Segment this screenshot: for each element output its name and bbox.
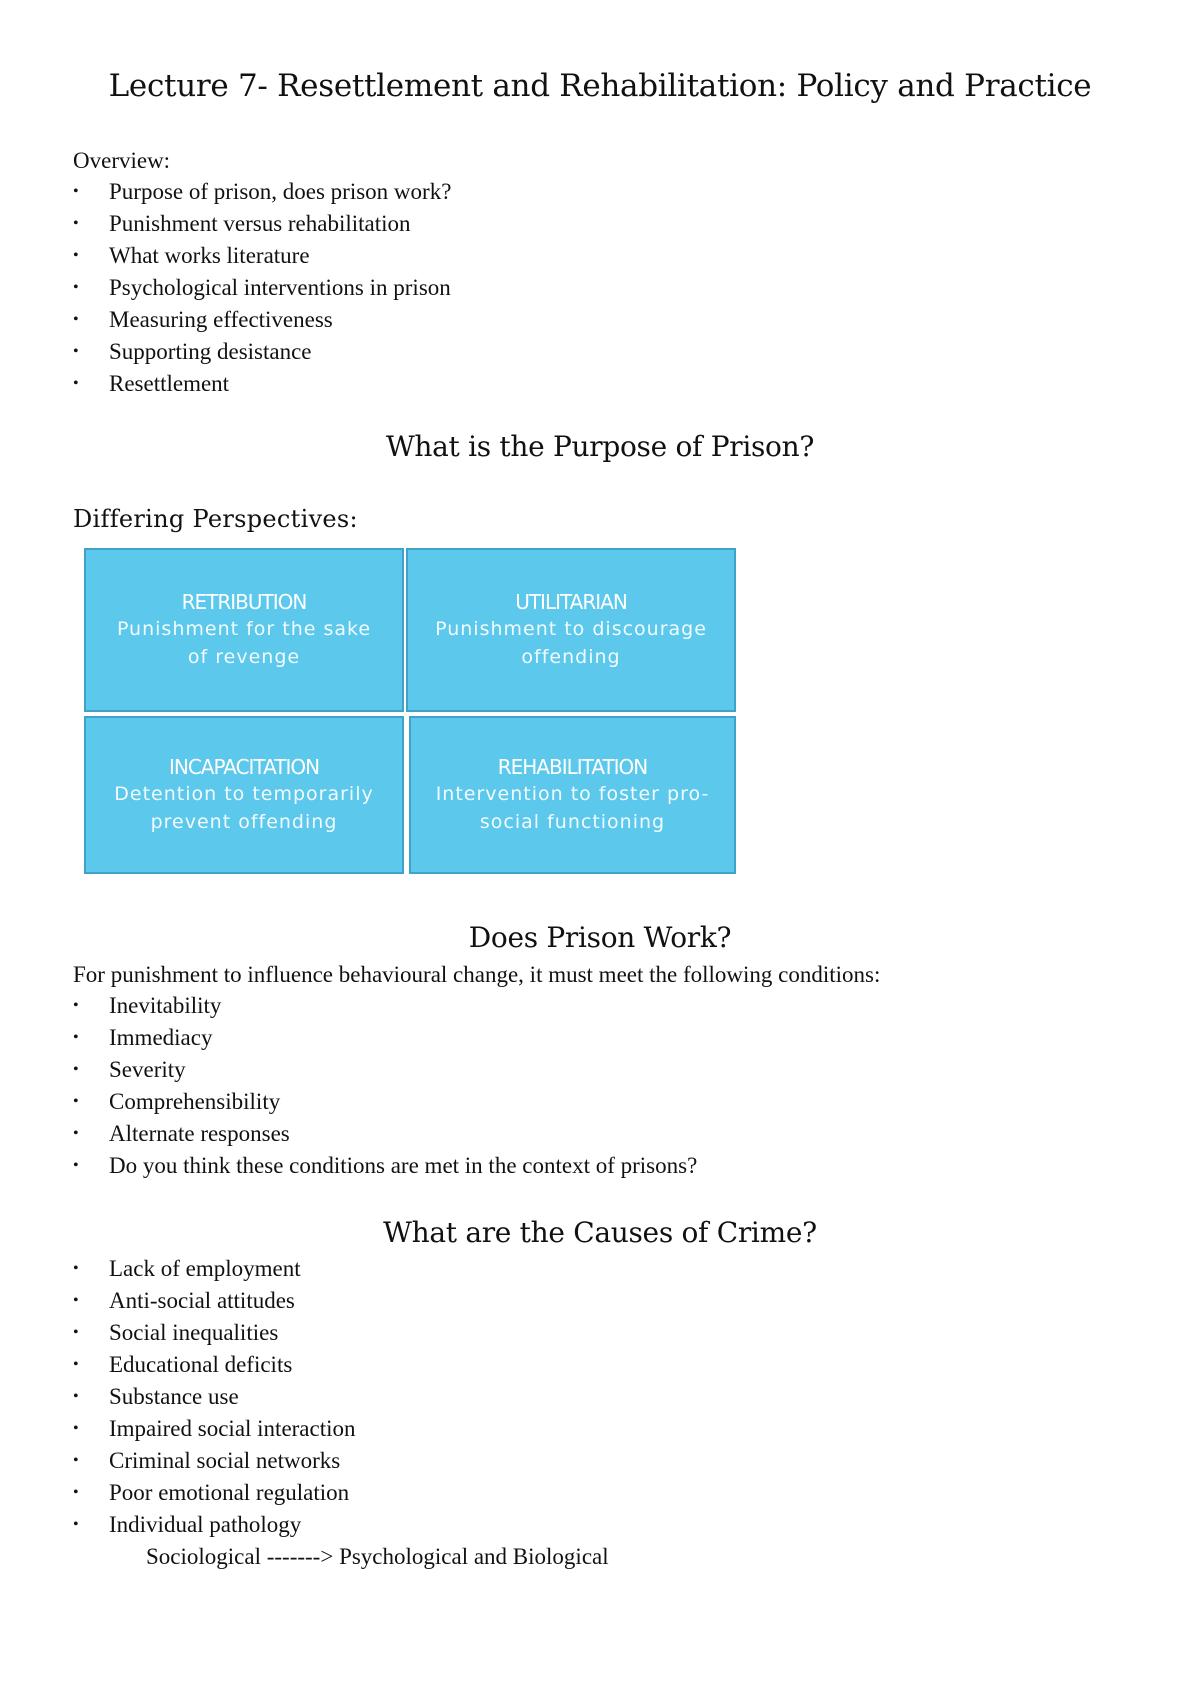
bullet-icon: • (73, 1420, 79, 1437)
bullet-icon: • (73, 183, 79, 200)
bullet-icon: • (73, 215, 79, 232)
box-title: INCAPACITATION (168, 755, 320, 779)
utilitarian-box (406, 548, 736, 712)
bullet-icon: • (73, 279, 79, 296)
list-item: • Anti-social attitudes (73, 1285, 356, 1317)
bullet-icon: • (73, 1516, 79, 1533)
box-description: Intervention to foster pro-social functioning (435, 783, 710, 833)
bullet-icon: • (73, 1292, 79, 1309)
causes-list (73, 1253, 356, 1541)
bullet-icon: • (73, 1260, 79, 1277)
list-item: • Inevitability (73, 990, 697, 1022)
conditions-list (73, 990, 697, 1182)
bullet-icon: • (73, 1157, 79, 1174)
list-item: • Resettlement (73, 368, 451, 400)
causes-continuum: Sociological -------> Psychological and Biological (146, 1544, 609, 1569)
overview-label: Overview: (73, 148, 171, 173)
rehabilitation-box (409, 716, 736, 874)
bullet-icon: • (73, 311, 79, 328)
bullet-icon: • (73, 1061, 79, 1078)
bullet-icon: • (73, 247, 79, 264)
list-item: • Comprehensibility (73, 1086, 697, 1118)
prison-work-intro: For punishment to influence behavioural change, it must meet the following conditions: (73, 962, 881, 987)
list-item: • Severity (73, 1054, 697, 1086)
box-title: UTILITARIAN (515, 590, 627, 614)
box-description: Punishment to discourage offending (435, 618, 707, 668)
list-item: • Impaired social interaction (73, 1413, 356, 1445)
bullet-icon: • (73, 1388, 79, 1405)
perspectives-grid (84, 548, 736, 874)
document-title: Lecture 7- Resettlement and Rehabilitation: Policy and Practice (108, 68, 1092, 104)
bullet-icon: • (73, 1029, 79, 1046)
list-item: • Substance use (73, 1381, 356, 1413)
box-title: REHABILITATION (497, 755, 648, 779)
retribution-box (84, 548, 404, 712)
bullet-icon: • (73, 375, 79, 392)
box-description: Detention to temporarily prevent offending (114, 783, 374, 833)
overview-list (73, 176, 451, 400)
list-item: • Do you think these conditions are met in the context of prisons? (73, 1150, 697, 1182)
list-item: • Alternate responses (73, 1118, 697, 1150)
bullet-icon: • (73, 1452, 79, 1469)
list-item: • Supporting desistance (73, 336, 451, 368)
list-item: • Educational deficits (73, 1349, 356, 1381)
bullet-icon: • (73, 1093, 79, 1110)
list-item: • Criminal social networks (73, 1445, 356, 1477)
causes-heading: What are the Causes of Crime? (383, 1216, 817, 1249)
list-item: • Punishment versus rehabilitation (73, 208, 451, 240)
box-title: RETRIBUTION (181, 590, 307, 614)
purpose-heading: What is the Purpose of Prison? (385, 430, 815, 463)
list-item: • Individual pathology (73, 1509, 356, 1541)
bullet-icon: • (73, 1324, 79, 1341)
list-item: • Psychological interventions in prison (73, 272, 451, 304)
bullet-icon: • (73, 1125, 79, 1142)
list-item: • Measuring effectiveness (73, 304, 451, 336)
list-item: • Purpose of prison, does prison work? (73, 176, 451, 208)
prison-work-heading: Does Prison Work? (468, 921, 732, 954)
perspectives-subheading: Differing Perspectives: (73, 505, 358, 533)
list-item: • What works literature (73, 240, 451, 272)
bullet-icon: • (73, 997, 79, 1014)
list-item: • Lack of employment (73, 1253, 356, 1285)
box-description: Punishment for the sake of revenge (116, 618, 372, 668)
incapacitation-box (84, 716, 404, 874)
bullet-icon: • (73, 343, 79, 360)
bullet-icon: • (73, 1356, 79, 1373)
bullet-icon: • (73, 1484, 79, 1501)
list-item: • Social inequalities (73, 1317, 356, 1349)
list-item: • Poor emotional regulation (73, 1477, 356, 1509)
list-item: • Immediacy (73, 1022, 697, 1054)
